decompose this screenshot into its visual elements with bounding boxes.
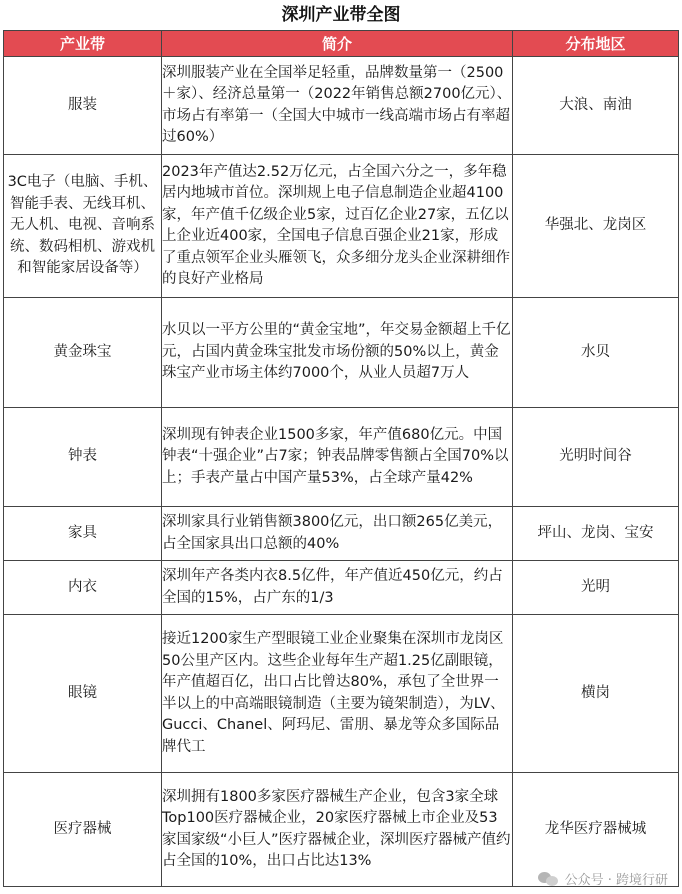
industry-cell: 黄金珠宝 [4, 298, 162, 408]
footer-watermark [538, 869, 668, 888]
description-cell: 深圳拥有1800多家医疗器械生产企业，包含3家全球Top100医疗器械企业，20家医疗器械上市企业及53家国家级“小巨人”医疗器械企业，深圳医疗器械产值约占全国的10%，出口占比达13% [162, 773, 513, 887]
wechat-icon [538, 871, 560, 887]
industry-cell: 内衣 [4, 561, 162, 615]
region-cell: 龙华医疗器械城 [513, 773, 679, 887]
page-title: 深圳产业带全图 [281, 5, 401, 25]
description-cell: 2023年产值达2.52万亿元，占全国六分之一，多年稳居内地城市首位。深圳规上电子信息制造企业超4100家，年产值千亿级企业5家，过百亿企业27家，五亿以上企业近400家，全国电子信息百强企业21家，形成了重点领军企业头雁领飞，众多细分龙头企业深耕细作的良好产业格局 [162, 155, 513, 298]
industry-table [3, 30, 679, 887]
description-cell: 深圳年产各类内衣8.5亿件，年产值近450亿元，约占全国的15%，占广东的1/3 [162, 561, 513, 615]
table-row [4, 615, 679, 773]
table-row [4, 57, 679, 155]
industry-cell: 服装 [4, 57, 162, 155]
description-cell: 接近1200家生产型眼镜工业企业聚集在深圳市龙岗区50公里产区内。这些企业每年生产超1.25亿副眼镜，年产值超百亿，出口占比曾达80%，承包了全世界一半以上的中高端眼镜制造（主要为镜架制造），为LV、Gucci、Chanel、阿玛尼、雷朋、暴龙等众多国际品牌代工 [162, 615, 513, 773]
region-cell: 光明 [513, 561, 679, 615]
description-cell: 深圳家具行业销售额3800亿元，出口额265亿美元，占全国家具出口总额的40% [162, 507, 513, 561]
table-row [4, 561, 679, 615]
industry-cell: 3C电子（电脑、手机、智能手表、无线耳机、无人机、电视、音响系统、数码相机、游戏机和智能家居设备等） [4, 155, 162, 298]
table-row [4, 507, 679, 561]
table-row [4, 298, 679, 408]
header-region: 分布地区 [513, 31, 679, 57]
table-row [4, 155, 679, 298]
industry-cell: 钟表 [4, 408, 162, 507]
industry-cell: 医疗器械 [4, 773, 162, 887]
description-cell: 深圳服装产业在全国举足轻重，品牌数量第一（2500＋家）、经济总量第一（2022年销售总额2700亿元）、市场占有率第一（全国大中城市一线高端市场占有率超过60%） [162, 57, 513, 155]
header-description: 简介 [162, 31, 513, 57]
table-row [4, 408, 679, 507]
description-cell: 深圳现有钟表企业1500多家，年产值680亿元。中国钟表“十强企业”占7家；钟表品牌零售额占全国70%以上；手表产量占中国产量53%，占全球产量42% [162, 408, 513, 507]
header-industry: 产业带 [4, 31, 162, 57]
footer-text: 公众号 · 跨境行研 [564, 873, 668, 888]
region-cell: 华强北、龙岗区 [513, 155, 679, 298]
region-cell: 水贝 [513, 298, 679, 408]
region-cell: 大浪、南油 [513, 57, 679, 155]
description-cell: 水贝以一平方公里的“黄金宝地”，年交易金额超上千亿元，占国内黄金珠宝批发市场份额的50%以上，黄金珠宝产业市场主体约7000个，从业人员超7万人 [162, 298, 513, 408]
table-header-row [4, 31, 679, 57]
region-cell: 坪山、龙岗、宝安 [513, 507, 679, 561]
industry-cell: 家具 [4, 507, 162, 561]
region-cell: 横岗 [513, 615, 679, 773]
industry-cell: 眼镜 [4, 615, 162, 773]
region-cell: 光明时间谷 [513, 408, 679, 507]
